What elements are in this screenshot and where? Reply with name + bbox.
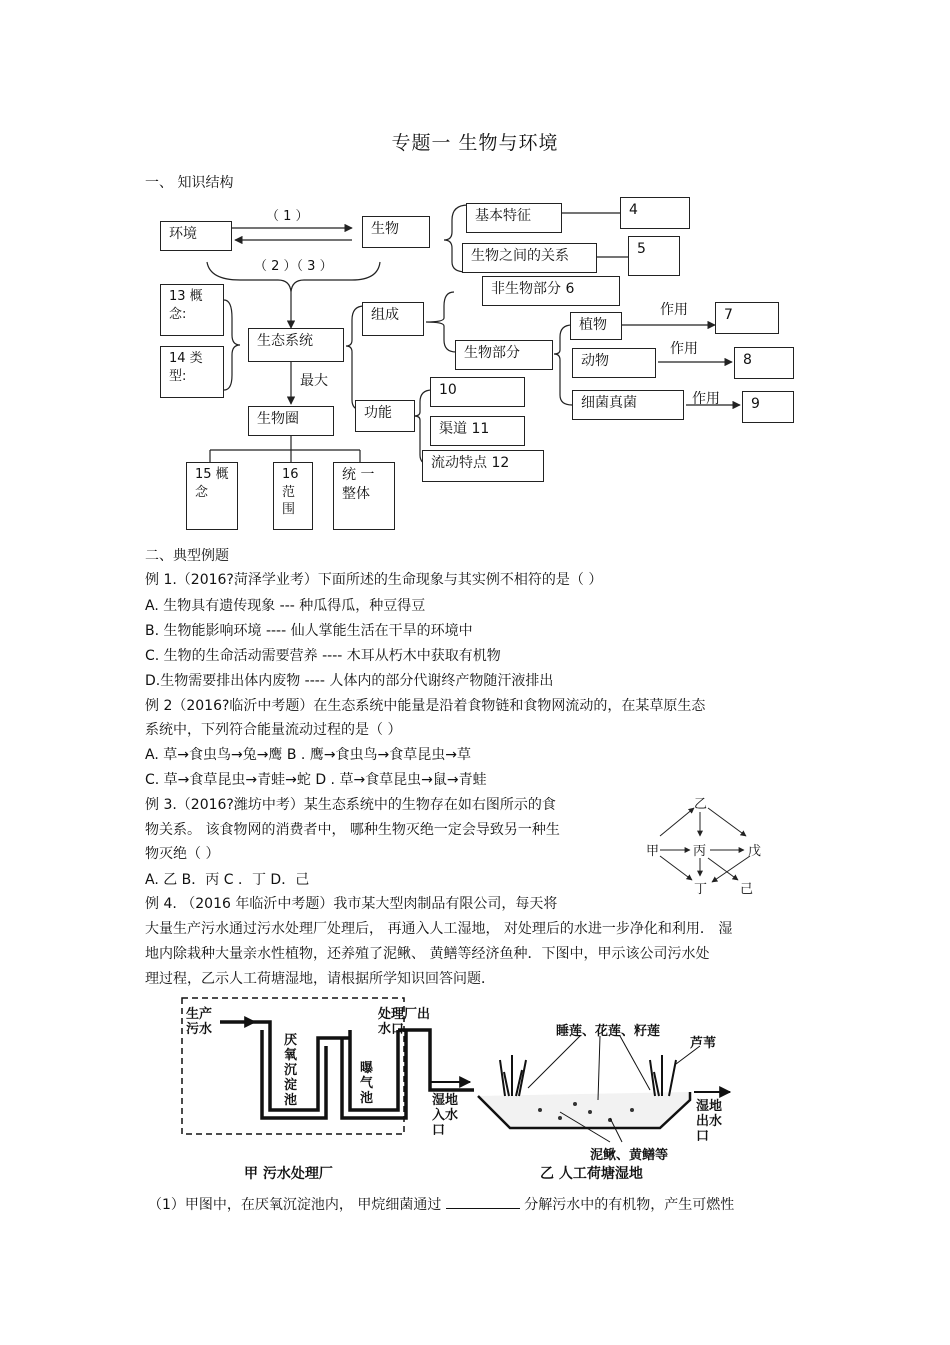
q3-stem-3: 物灭绝（ ） <box>145 846 220 862</box>
type-14-box: 14 类型: <box>160 346 224 398</box>
nonbio-box: 非生物部分 6 <box>482 276 620 306</box>
biopart-box: 生物部分 <box>455 340 553 370</box>
plant-box: 植物 <box>570 312 622 340</box>
page-title: 专题一 生物与环境 <box>391 132 559 154</box>
web-node-ji: 己 <box>740 882 754 897</box>
q4-sub1-part-a: （1）甲图中，在厌氧沉淀池内， 甲烷细菌通过 <box>148 1197 442 1213</box>
fig-wetland-outlet-label: 湿地出水口 <box>696 1099 723 1144</box>
q2-options-ab: A. 草→食虫鸟→兔→鹰 B . 鹰→食虫鸟→食草昆虫→草 <box>145 747 472 763</box>
web-node-bing: 丙 <box>693 844 707 859</box>
q3-stem-1: 例 3.（2016?潍坊中考）某生态系统中的生物存在如右图所示的食 <box>145 797 556 813</box>
bio-box: 生物 <box>362 216 430 248</box>
ecosystem-box: 生态系统 <box>248 328 344 362</box>
q1-option-d: D.生物需要排出体内废物 ---- 人体内的部分代谢终产物随汗液排出 <box>145 673 554 689</box>
q4-stem-2: 大量生产污水通过污水处理厂处理后， 再通入人工湿地， 对处理后的水进一步净化和利用． 湿 <box>145 921 733 937</box>
q2-stem-2: 系统中，下列符合能量流动过程的是（ ） <box>145 722 402 738</box>
effect-label-animal: 作用 <box>670 341 698 357</box>
box-4: 4 <box>620 197 690 229</box>
fig-inlet-label: 湿地入水口 <box>432 1093 459 1138</box>
env-box: 环境 <box>160 221 232 251</box>
q4-stem-3: 地内除栽种大量亲水性植物，还养殖了泥鳅、 黄鳝等经济鱼种．下图中，甲示该公司污水处 <box>145 946 710 962</box>
fig-caption-b: 乙 人工荷塘湿地 <box>540 1166 643 1182</box>
box-9: 9 <box>742 391 794 423</box>
q4-stem-1: 例 4. （2016 年临沂中考题）我市某大型肉制品有限公司，每天将 <box>145 896 558 912</box>
web-node-yi: 乙 <box>694 797 708 812</box>
function-box: 功能 <box>355 400 415 432</box>
fig-lotus-label: 睡莲、花莲、籽莲 <box>556 1024 661 1039</box>
fig-outlet-label: 处理厂出水口 <box>378 1007 431 1037</box>
arrow-label-1: （ 1 ） <box>266 209 309 224</box>
q3-stem-2: 物关系。 该食物网的消费者中， 哪种生物灭绝一定会导致另一种生 <box>145 822 560 838</box>
flow-box: 流动特点 12 <box>422 450 544 482</box>
q1-option-b: B. 生物能影响环境 ---- 仙人掌能生活在干旱的环境中 <box>145 623 473 639</box>
arrow-label-2-3: （ 2 ）（ 3 ） <box>254 259 333 274</box>
q4-sub1-part-b: 分解污水中的有机物，产生可燃性 <box>524 1197 735 1213</box>
box-8: 8 <box>734 347 794 379</box>
channel-box: 渠道 11 <box>430 416 525 446</box>
effect-label-plant: 作用 <box>660 302 688 318</box>
largest-label: 最大 <box>300 373 328 389</box>
effect-label-fungi: 作用 <box>692 391 720 407</box>
fig-sewage-label: 生产污水 <box>186 1007 213 1037</box>
q2-stem-1: 例 2（2016?临沂中考题）在生态系统中能量是沿着食物链和食物网流动的，在某草原生态 <box>145 698 706 714</box>
basic-features-box: 基本特征 <box>466 203 562 233</box>
concept-13-box: 13 概念: <box>160 284 224 336</box>
q1-option-a: A. 生物具有遗传现象 --- 种瓜得瓜，种豆得豆 <box>145 598 426 614</box>
section-knowledge-structure: 一、 知识结构 <box>145 175 234 191</box>
fig-caption-a: 甲 污水处理厂 <box>244 1166 333 1182</box>
unity-box: 统 一 整体 <box>333 462 395 530</box>
web-node-wu: 戊 <box>748 844 762 859</box>
q4-sub1 <box>148 1194 734 1214</box>
web-node-jia: 甲 <box>646 844 660 859</box>
q4-sub1-blank[interactable] <box>446 1196 520 1209</box>
fig-anaerobic-label: 厌氧沉淀池 <box>284 1033 298 1108</box>
q1-stem: 例 1.（2016?菏泽学业考）下面所述的生命现象与其实例不相符的是（ ） <box>145 572 603 588</box>
relation-box: 生物之间的关系 <box>462 243 597 273</box>
fig-reed-label: 芦苇 <box>690 1036 717 1051</box>
q2-options-cd: C. 草→食草昆虫→青蛙→蛇 D . 草→食草昆虫→鼠→青蛙 <box>145 772 487 788</box>
box-7: 7 <box>715 302 779 334</box>
fig-aeration-label: 曝气池 <box>360 1061 374 1106</box>
fig-fish-label: 泥鳅、黄鳝等 <box>590 1148 669 1163</box>
composition-box: 组成 <box>362 302 424 336</box>
box-10: 10 <box>430 377 525 407</box>
q3-options: A. 乙 B．丙 C ．丁 D．己 <box>145 872 310 888</box>
q1-option-c: C. 生物的生命活动需要营养 ---- 木耳从朽木中获取有机物 <box>145 648 501 664</box>
web-node-ding: 丁 <box>694 882 708 897</box>
animal-box: 动物 <box>572 348 656 378</box>
range-16-box: 16 范围 <box>273 462 313 530</box>
biosphere-box: 生物圈 <box>248 406 334 436</box>
fungi-box: 细菌真菌 <box>572 390 684 420</box>
concept-15-box: 15 概念 <box>186 462 238 530</box>
section-examples: 二、典型例题 <box>145 548 229 564</box>
q4-stem-4: 理过程，乙示人工荷塘湿地，请根据所学知识回答问题． <box>145 971 495 987</box>
box-5: 5 <box>628 236 680 276</box>
